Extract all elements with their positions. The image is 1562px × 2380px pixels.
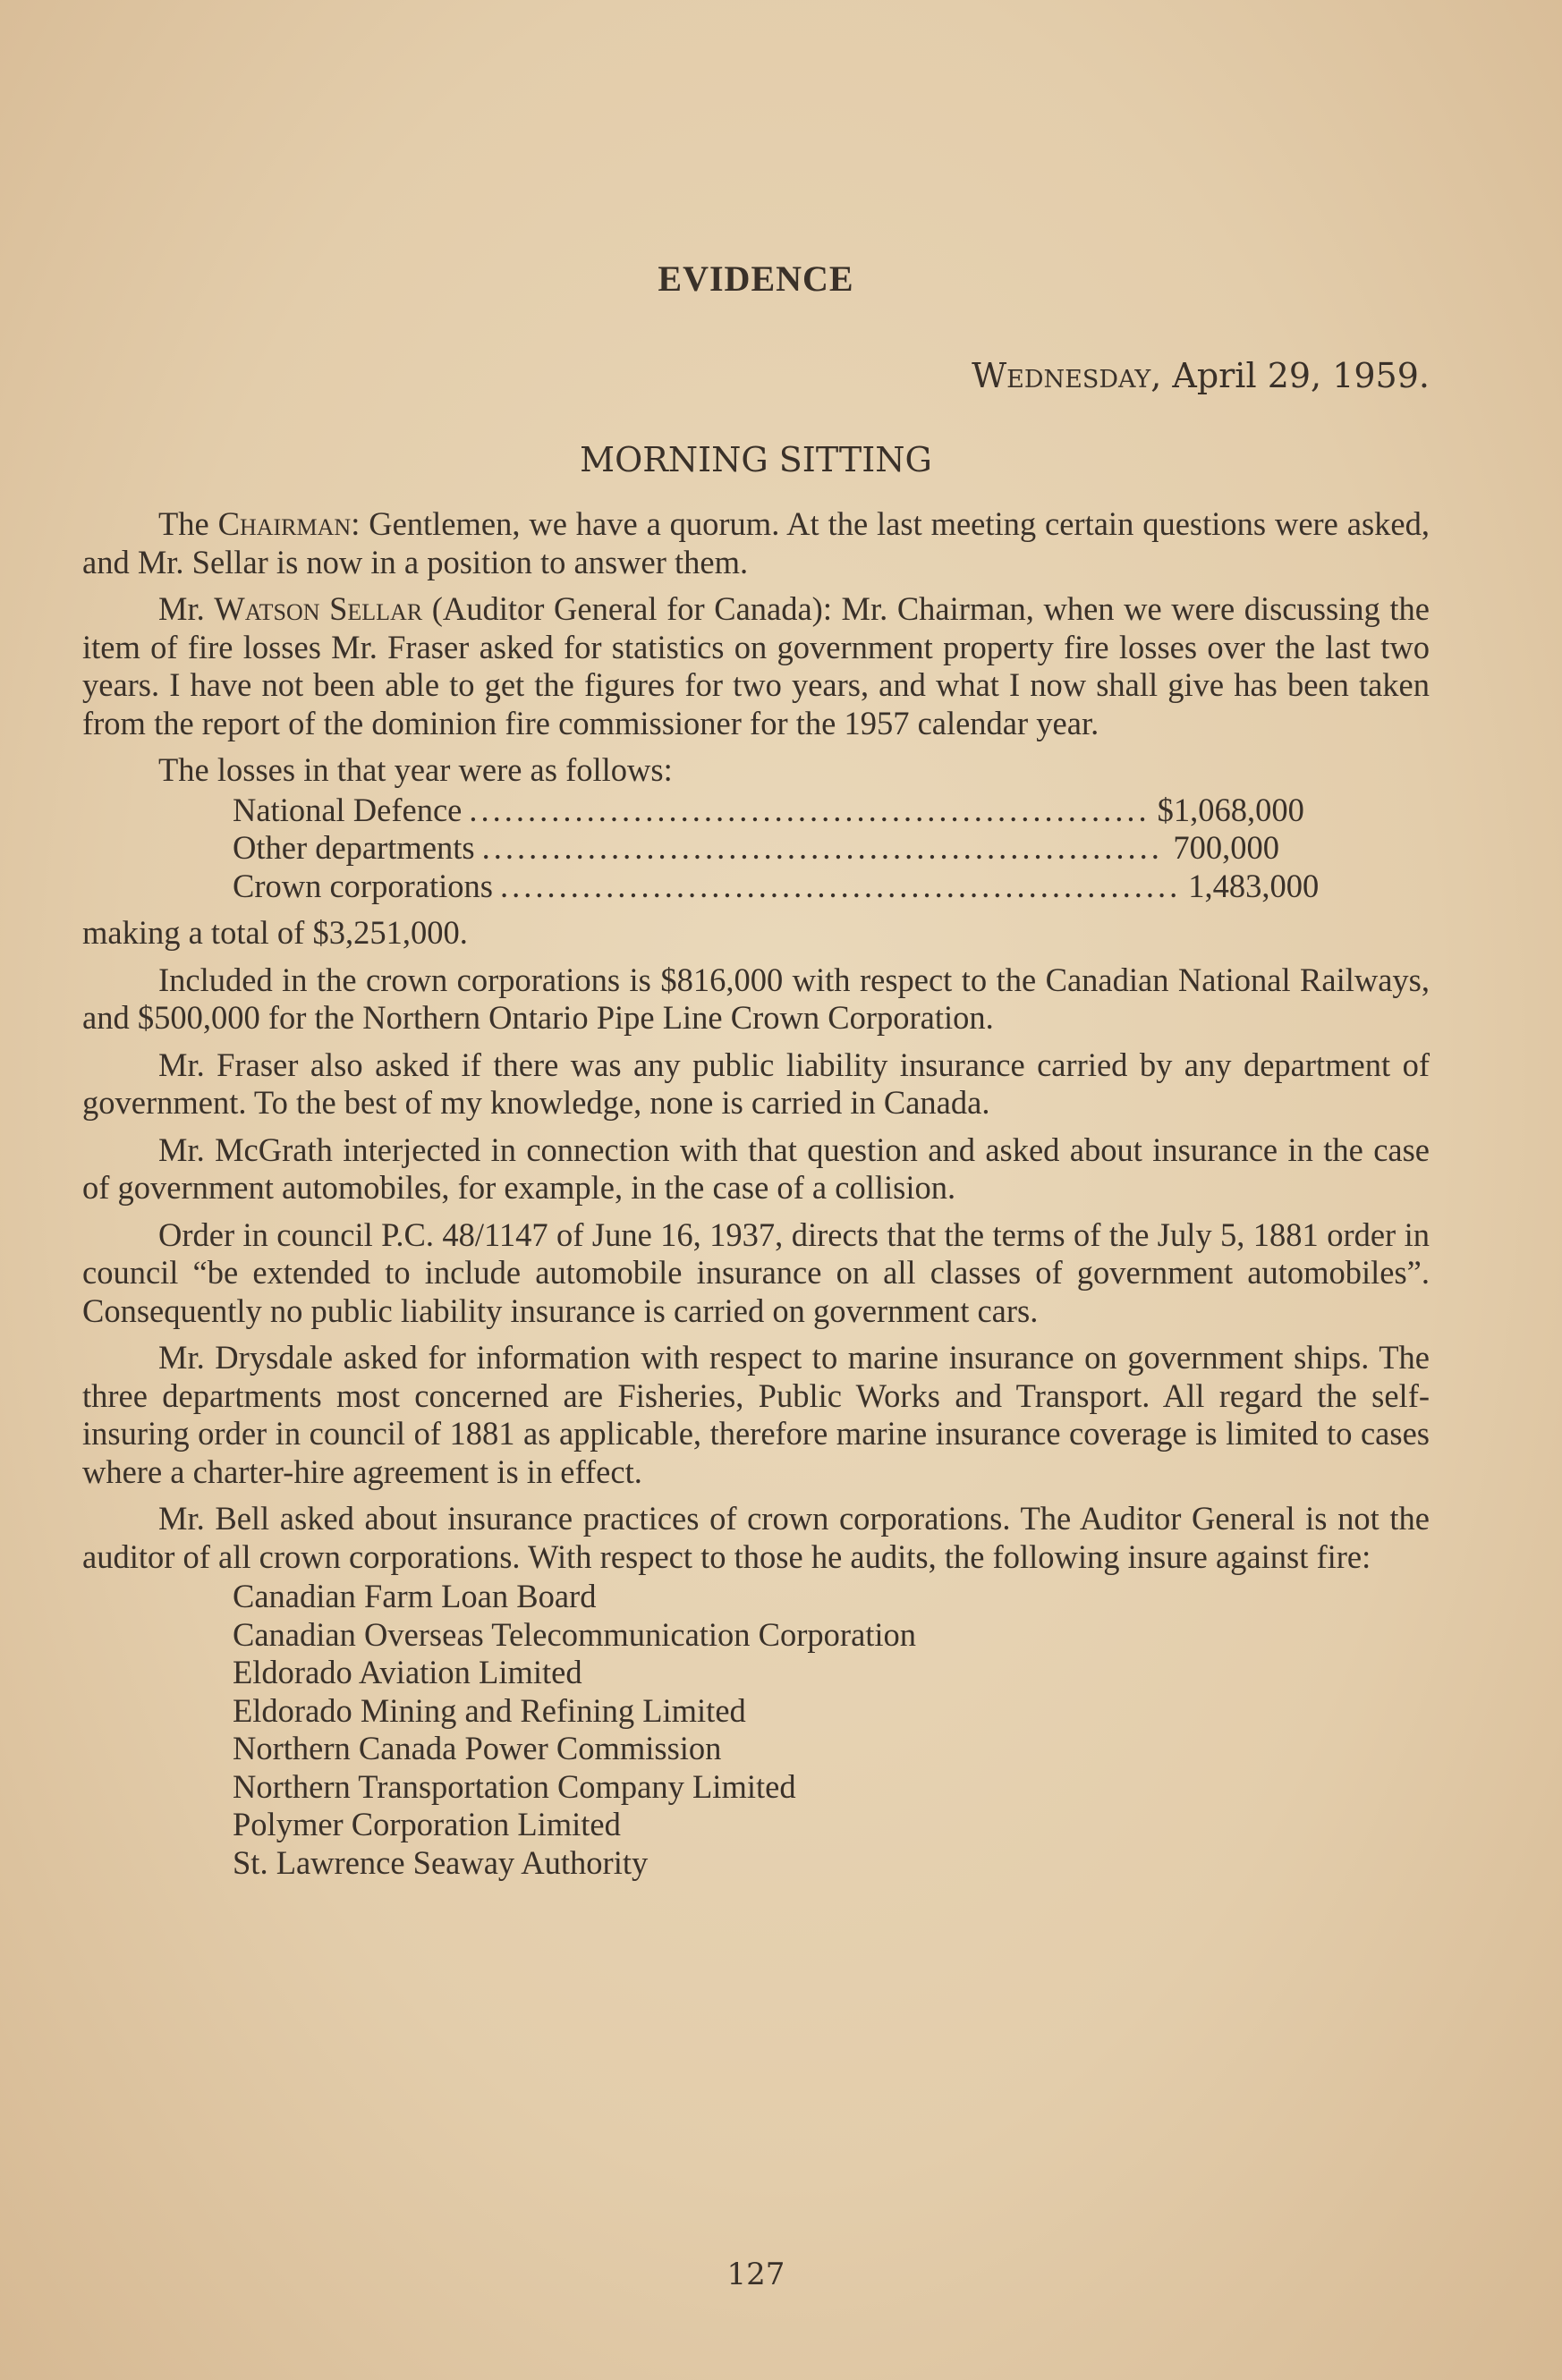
loss-row: Crown corporations .......................................................... 1,483,000	[233, 867, 1320, 904]
paragraph-chairman: The Chairman: Gentlemen, we have a quorum. At the last meeting certain questions were asked, and Mr. Sellar is now in a position to answer them.	[82, 505, 1430, 580]
sitting-date	[972, 356, 1430, 395]
paragraph-public-liability: Mr. Fraser also asked if there was any public liability insurance carried by any department of government. To the best of my knowledge, none is carried in Canada.	[82, 1046, 1430, 1121]
loss-row: Other departments .......................................................... 700,000	[233, 829, 1279, 866]
paragraph-crown-practices: Mr. Bell asked about insurance practices of crown corporations. The Auditor General is not the auditor of all crown corporations. With respect to those he audits, the following insure against fire:	[82, 1500, 1430, 1575]
loss-amount: 1,483,000	[1188, 867, 1320, 904]
page-heading: EVIDENCE	[658, 258, 854, 299]
loss-label: Crown corporations	[233, 867, 493, 904]
speaker-name: Chairman	[217, 505, 352, 542]
paragraph-marine-insurance: Mr. Drysdale asked for information with respect to marine insurance on government ships. The three departments most concerned are Fisheries, Public Works and Transport. All regard the self-insuring order in council of 1881 as applicable, therefore marine insurance coverage is limited to cases where a charter-hire agreement is in effect.	[82, 1339, 1430, 1490]
paragraph-total: making a total of $3,251,000.	[82, 914, 468, 951]
loss-amount: 700,000	[1173, 829, 1279, 866]
list-item: Polymer Corporation Limited	[233, 1806, 621, 1842]
losses-table	[82, 792, 1430, 906]
date-weekday: Wednesday,	[972, 356, 1162, 395]
paragraph-sellar: Mr. Watson Sellar (Auditor General for Canada): Mr. Chairman, when we were discussing the item of fire losses Mr. Fraser asked for statistics on government property fire losses over the last two years. I have not been able to get the figures for two years, and what I now shall give has been taken from the report of the dominion fire commissioner for the 1957 calendar year.	[82, 590, 1430, 741]
list-item: Eldorado Mining and Refining Limited	[233, 1691, 746, 1729]
paragraph-automobiles: Mr. McGrath interjected in connection with that question and asked about insurance in the case of government automobiles, for example, in the case of a collision.	[82, 1131, 1430, 1206]
sitting-title: MORNING SITTING	[580, 440, 932, 479]
speaker-name: Watson Sellar	[214, 590, 423, 627]
list-item: Northern Transportation Company Limited	[233, 1767, 796, 1805]
loss-amount: $1,068,000	[1157, 791, 1304, 828]
loss-row: National Defence .......................................................... $1,068,000	[233, 791, 1304, 828]
list-item: Northern Canada Power Commission	[233, 1730, 722, 1766]
loss-label: National Defence	[233, 791, 463, 828]
list-item: St. Lawrence Seaway Authority	[233, 1843, 649, 1881]
body-text	[82, 505, 1430, 1882]
date-text: April 29, 1959.	[1172, 356, 1430, 395]
paragraph-losses-intro: The losses in that year were as follows:	[158, 751, 673, 788]
corporation-list	[82, 1578, 1430, 1882]
list-item: Canadian Farm Loan Board	[233, 1578, 597, 1614]
page-number: 127	[726, 2257, 785, 2292]
paragraph-crown-corporations: Included in the crown corporations is $816,000 with respect to the Canadian National Railways, and $500,000 for the Northern Ontario Pipe Line Crown Corporation.	[82, 961, 1430, 1036]
loss-label: Other departments	[233, 829, 475, 866]
paragraph-order-in-council: Order in council P.C. 48/1147 of June 16, 1937, directs that the terms of the July 5, 1881 order in council “be extended to include automobile insurance on all classes of government automobiles”. Consequently no public liability insurance is carried on government cars.	[82, 1215, 1430, 1329]
list-item: Canadian Overseas Telecommunication Corporation	[233, 1615, 917, 1653]
list-item: Eldorado Aviation Limited	[233, 1654, 582, 1690]
